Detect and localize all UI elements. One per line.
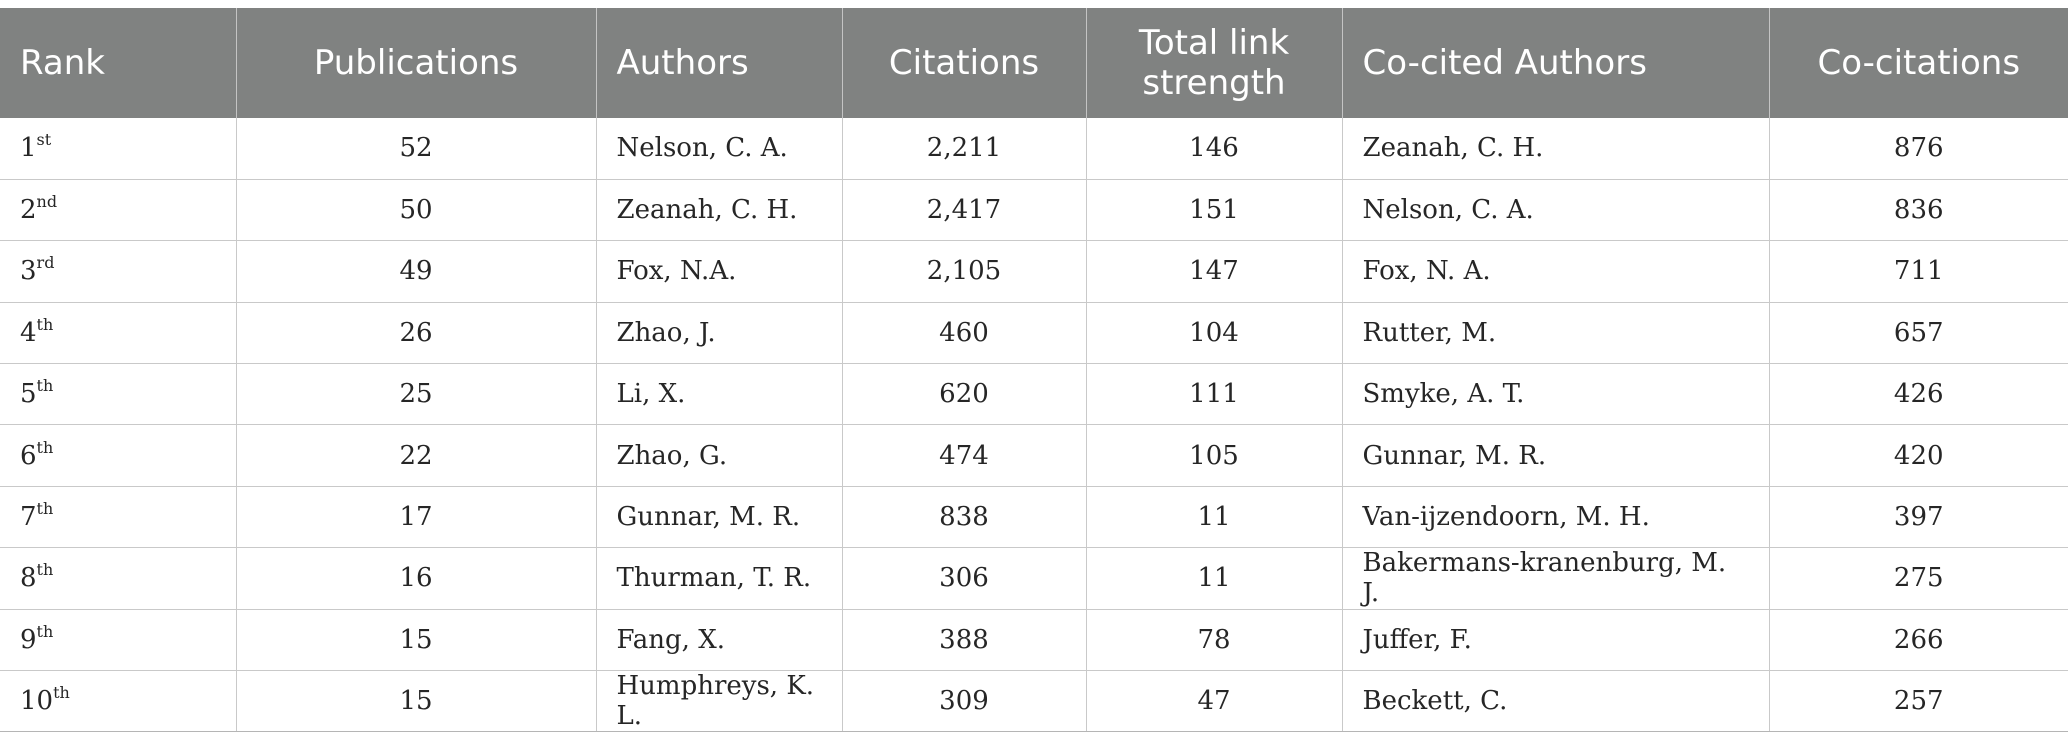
citations-cell: 620 bbox=[842, 364, 1086, 425]
co-citations-cell: 711 bbox=[1769, 241, 2068, 302]
total-link-strength-cell: 11 bbox=[1086, 486, 1342, 547]
citations-cell: 474 bbox=[842, 425, 1086, 486]
rank-number: 8 bbox=[20, 563, 37, 594]
co-cited-author-cell: Gunnar, M. R. bbox=[1342, 425, 1769, 486]
total-link-strength-cell: 111 bbox=[1086, 364, 1342, 425]
rank-cell bbox=[0, 302, 236, 363]
author-cell: Li, X. bbox=[596, 364, 842, 425]
header-authors: Authors bbox=[596, 8, 842, 118]
rank-number: 1 bbox=[20, 133, 37, 164]
table-row bbox=[0, 241, 2068, 302]
co-citations-cell: 836 bbox=[1769, 179, 2068, 240]
total-link-strength-cell: 105 bbox=[1086, 425, 1342, 486]
co-citations-cell: 876 bbox=[1769, 118, 2068, 179]
author-ranking-table bbox=[0, 8, 2068, 732]
co-citations-cell: 397 bbox=[1769, 486, 2068, 547]
rank-suffix: th bbox=[36, 560, 54, 580]
rank-suffix: nd bbox=[36, 192, 58, 212]
citations-cell: 2,105 bbox=[842, 241, 1086, 302]
rank-cell bbox=[0, 609, 236, 670]
rank-suffix: th bbox=[36, 376, 54, 396]
co-cited-author-cell: Van-ijzendoorn, M. H. bbox=[1342, 486, 1769, 547]
co-citations-cell: 426 bbox=[1769, 364, 2068, 425]
header-co-citations: Co-citations bbox=[1769, 8, 2068, 118]
table-row bbox=[0, 364, 2068, 425]
publications-cell: 17 bbox=[236, 486, 596, 547]
rank-number: 7 bbox=[20, 502, 37, 533]
rank-suffix: th bbox=[36, 621, 54, 641]
author-cell: Zeanah, C. H. bbox=[596, 179, 842, 240]
co-cited-author-cell: Rutter, M. bbox=[1342, 302, 1769, 363]
header-citations: Citations bbox=[842, 8, 1086, 118]
author-cell: Zhao, G. bbox=[596, 425, 842, 486]
rank-suffix: th bbox=[53, 683, 70, 703]
co-cited-author-cell: Bakermans-kranenburg, M. J. bbox=[1342, 548, 1769, 609]
citations-cell: 2,417 bbox=[842, 179, 1086, 240]
co-cited-author-cell: Nelson, C. A. bbox=[1342, 179, 1769, 240]
publications-cell: 25 bbox=[236, 364, 596, 425]
total-link-strength-cell: 47 bbox=[1086, 671, 1342, 732]
header-total-link-strength: Total link strength bbox=[1086, 8, 1342, 118]
rank-suffix: th bbox=[36, 499, 54, 519]
publications-cell: 52 bbox=[236, 118, 596, 179]
co-citations-cell: 266 bbox=[1769, 609, 2068, 670]
co-cited-author-cell: Beckett, C. bbox=[1342, 671, 1769, 732]
rank-cell bbox=[0, 241, 236, 302]
rank-number: 9 bbox=[20, 624, 37, 655]
total-link-strength-cell: 104 bbox=[1086, 302, 1342, 363]
rank-cell bbox=[0, 548, 236, 609]
publications-cell: 16 bbox=[236, 548, 596, 609]
co-citations-cell: 275 bbox=[1769, 548, 2068, 609]
rank-number: 4 bbox=[20, 317, 37, 348]
header-row bbox=[0, 8, 2068, 118]
rank-cell bbox=[0, 486, 236, 547]
publications-cell: 15 bbox=[236, 609, 596, 670]
author-cell: Zhao, J. bbox=[596, 302, 842, 363]
table-header bbox=[0, 8, 2068, 118]
author-cell: Thurman, T. R. bbox=[596, 548, 842, 609]
table-row bbox=[0, 671, 2068, 732]
rank-cell bbox=[0, 425, 236, 486]
citations-cell: 2,211 bbox=[842, 118, 1086, 179]
rank-number: 6 bbox=[20, 440, 37, 471]
header-co-cited-authors: Co-cited Authors bbox=[1342, 8, 1769, 118]
citations-cell: 309 bbox=[842, 671, 1086, 732]
rank-cell bbox=[0, 118, 236, 179]
table-body bbox=[0, 118, 2068, 732]
publications-cell: 49 bbox=[236, 241, 596, 302]
publications-cell: 26 bbox=[236, 302, 596, 363]
rank-suffix: th bbox=[36, 314, 54, 334]
publications-cell: 22 bbox=[236, 425, 596, 486]
rank-suffix: st bbox=[36, 130, 52, 150]
rank-suffix: rd bbox=[36, 253, 55, 273]
co-cited-author-cell: Fox, N. A. bbox=[1342, 241, 1769, 302]
rank-cell bbox=[0, 179, 236, 240]
author-cell: Gunnar, M. R. bbox=[596, 486, 842, 547]
rank-number: 2 bbox=[20, 195, 37, 226]
publications-cell: 15 bbox=[236, 671, 596, 732]
rank-number: 5 bbox=[20, 379, 37, 410]
rank-suffix: th bbox=[36, 437, 54, 457]
author-cell: Fang, X. bbox=[596, 609, 842, 670]
rank-cell bbox=[0, 364, 236, 425]
table-row bbox=[0, 302, 2068, 363]
author-cell: Nelson, C. A. bbox=[596, 118, 842, 179]
co-citations-cell: 657 bbox=[1769, 302, 2068, 363]
citations-cell: 838 bbox=[842, 486, 1086, 547]
rank-number: 10 bbox=[20, 686, 54, 717]
table-row bbox=[0, 548, 2068, 609]
total-link-strength-cell: 146 bbox=[1086, 118, 1342, 179]
total-link-strength-cell: 147 bbox=[1086, 241, 1342, 302]
author-cell: Humphreys, K. L. bbox=[596, 671, 842, 732]
header-publications: Publications bbox=[236, 8, 596, 118]
citations-cell: 388 bbox=[842, 609, 1086, 670]
table-row bbox=[0, 609, 2068, 670]
header-rank: Rank bbox=[0, 8, 236, 118]
total-link-strength-cell: 11 bbox=[1086, 548, 1342, 609]
table-row bbox=[0, 425, 2068, 486]
total-link-strength-cell: 151 bbox=[1086, 179, 1342, 240]
citations-cell: 460 bbox=[842, 302, 1086, 363]
co-cited-author-cell: Juffer, F. bbox=[1342, 609, 1769, 670]
publications-cell: 50 bbox=[236, 179, 596, 240]
table-row bbox=[0, 179, 2068, 240]
author-cell: Fox, N.A. bbox=[596, 241, 842, 302]
co-citations-cell: 257 bbox=[1769, 671, 2068, 732]
rank-number: 3 bbox=[20, 256, 37, 287]
citations-cell: 306 bbox=[842, 548, 1086, 609]
table-row bbox=[0, 118, 2068, 179]
table-row bbox=[0, 486, 2068, 547]
co-cited-author-cell: Smyke, A. T. bbox=[1342, 364, 1769, 425]
co-citations-cell: 420 bbox=[1769, 425, 2068, 486]
total-link-strength-cell: 78 bbox=[1086, 609, 1342, 670]
author-ranking-table-container bbox=[0, 8, 2068, 732]
co-cited-author-cell: Zeanah, C. H. bbox=[1342, 118, 1769, 179]
rank-cell bbox=[0, 671, 236, 732]
